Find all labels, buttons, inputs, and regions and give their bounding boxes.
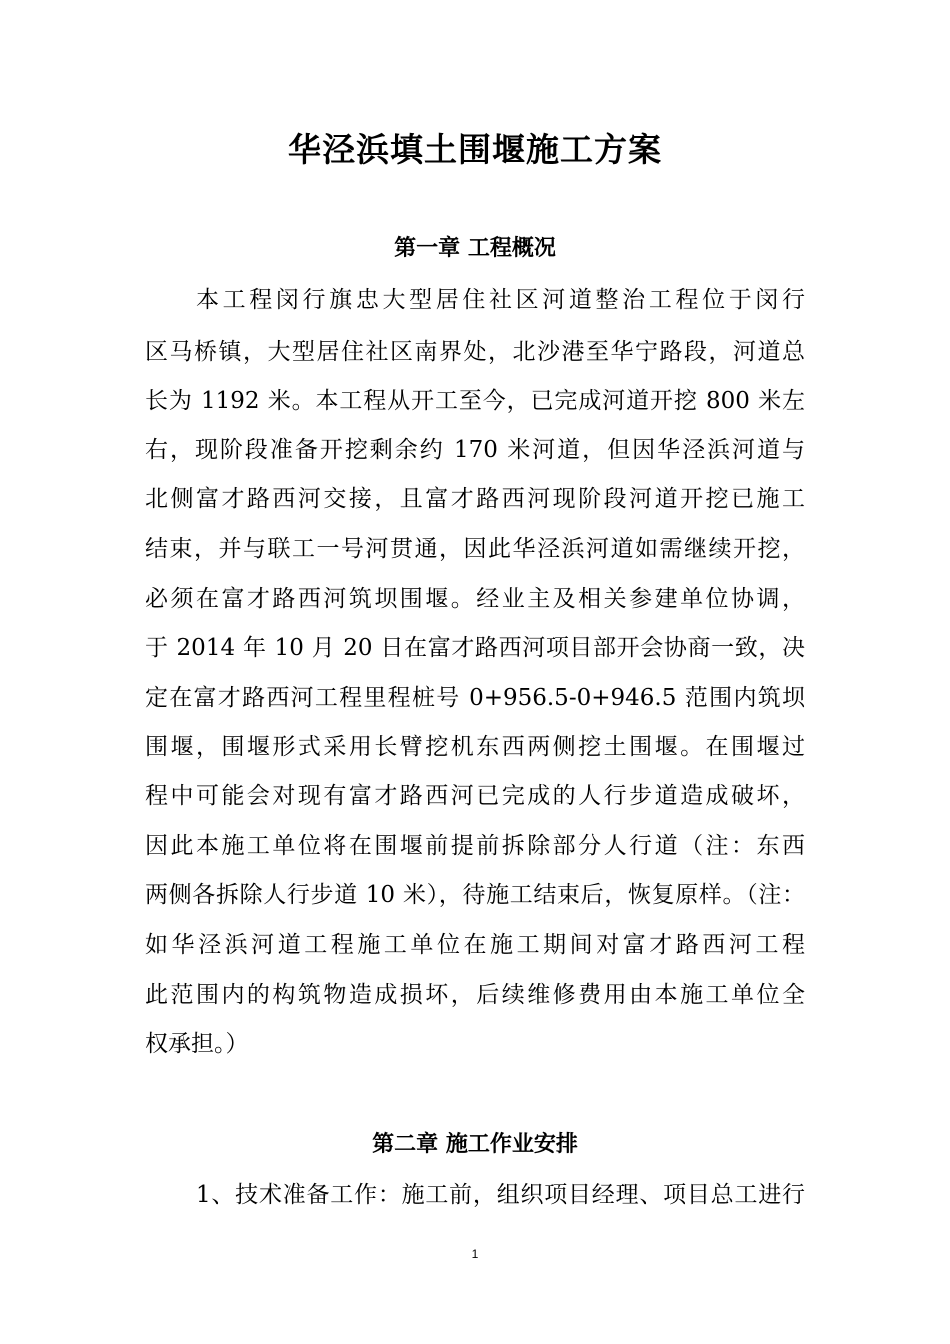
- paragraph-line: 程中可能会对现有富才路西河已完成的人行步道造成破坏，: [145, 783, 805, 809]
- paragraph-line: 权承担。）: [145, 1031, 249, 1057]
- paragraph-line: 因此本施工单位将在围堰前提前拆除部分人行道（注：东西: [145, 833, 805, 859]
- paragraph-line: 北侧富才路西河交接，且富才路西河现阶段河道开挖已施工: [145, 486, 805, 512]
- paragraph-line: 本工程闵行旗忠大型居住社区河道整治工程位于闵行: [196, 287, 805, 313]
- paragraph-line: 两侧各拆除人行步道 10 米），待施工结束后，恢复原样。（注：: [145, 882, 805, 908]
- paragraph-line: 区马桥镇，大型居住社区南界处，北沙港至华宁路段，河道总: [145, 339, 805, 365]
- page-number: 1: [471, 1247, 479, 1261]
- paragraph-line: 定在富才路西河工程里程桩号 0+956.5-0+946.5 范围内筑坝: [145, 685, 805, 711]
- paragraph-line: 如华泾浜河道工程施工单位在施工期间对富才路西河工程: [145, 932, 805, 958]
- paragraph-line: 长为 1192 米。本工程从开工至今，已完成河道开挖 800 米左: [145, 388, 805, 414]
- document-title: 华泾浜填土围堰施工方案: [288, 130, 662, 169]
- paragraph-line: 结束，并与联工一号河贯通，因此华泾浜河道如需继续开挖，: [145, 536, 805, 562]
- paragraph-line: 此范围内的构筑物造成损坏，后续维修费用由本施工单位全: [145, 982, 805, 1008]
- paragraph-line: 1、技术准备工作：施工前，组织项目经理、项目总工进行: [196, 1182, 805, 1208]
- chapter-2-heading: 第二章 施工作业安排: [372, 1131, 578, 1157]
- chapter-1-heading: 第一章 工程概况: [394, 235, 556, 261]
- paragraph-line: 必须在富才路西河筑坝围堰。经业主及相关参建单位协调，: [145, 586, 805, 612]
- paragraph-line: 于 2014 年 10 月 20 日在富才路西河项目部开会协商一致，决: [145, 635, 805, 661]
- paragraph-line: 围堰，围堰形式采用长臂挖机东西两侧挖土围堰。在围堰过: [145, 734, 805, 760]
- paragraph-line: 右，现阶段准备开挖剩余约 170 米河道，但因华泾浜河道与: [145, 437, 805, 463]
